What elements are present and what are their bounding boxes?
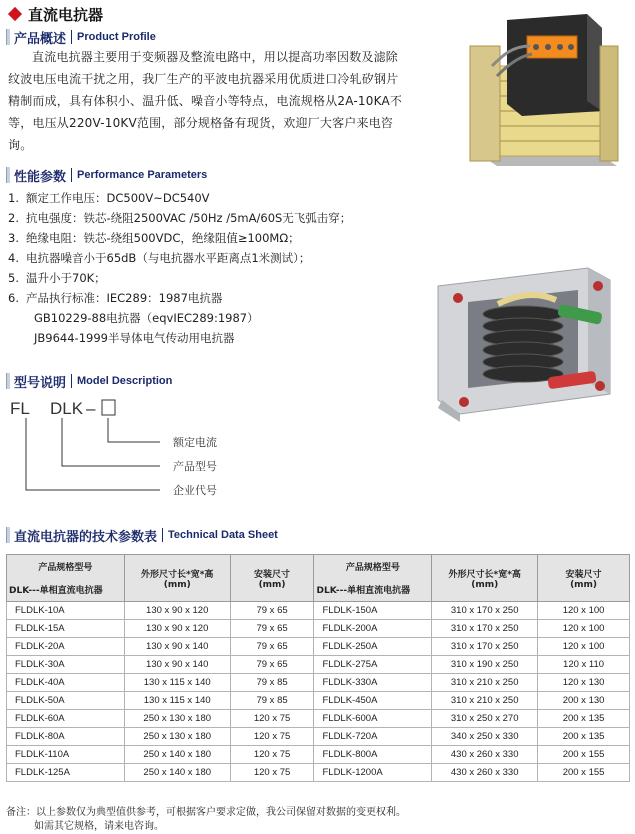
table-cell: 310 x 210 x 250 [432,674,538,692]
table-cell: FLDLK-1200A [314,764,432,782]
list-item: 6. 产品执行标准：IEC289：1987电抗器 [8,291,223,305]
table-cell: FLDLK-30A [7,656,125,674]
page-title: 直流电抗器 [28,5,104,24]
table-row [7,692,630,710]
list-item: 2. 抗电强度：铁芯-绕阻2500VAC /50Hz /5mA/60S无飞弧击穿； [8,211,352,225]
table-cell: 310 x 190 x 250 [432,656,538,674]
heading-divider [162,528,163,542]
table-cell: FLDLK-330A [314,674,432,692]
header-model: 产品规格型号 DLK---单相直流电抗器 [7,555,125,602]
table-cell: 250 x 130 x 180 [124,710,230,728]
code-dash: – [86,399,96,418]
intro-paragraph: 直流电抗器主要用于变频器及整流电路中，用以提高功率因数及滤除纹波电压电流干扰之用，我厂生产的平波电抗器采用优质进口冷轧矽钢片精制而成，具有体积小、温升低、噪音小等特点，电流规格从2A-10KA不等，电压从220V-10KV范围，部分规格备有现货，欢迎厂大客户来电咨询。 [8,50,403,152]
table-cell: 120 x 130 [538,674,630,692]
table-row [7,602,630,620]
notes [6,806,406,834]
table-row [7,656,630,674]
table-cell: 120 x 75 [230,764,314,782]
header-mount: 安装尺寸 (mm) [230,555,314,602]
header-dims: 外形尺寸长*宽*高 (mm) [124,555,230,602]
table-cell: 310 x 170 x 250 [432,638,538,656]
table-cell: 130 x 90 x 120 [124,620,230,638]
header-mount: 安装尺寸 (mm) [538,555,630,602]
table-cell: 120 x 100 [538,620,630,638]
label-company-code: 企业代号 [173,484,217,497]
section-title-en: Performance Parameters [77,169,208,181]
header-model: 产品规格型号 DLK---单相直流电抗器 [314,555,432,602]
table-cell: 310 x 210 x 250 [432,692,538,710]
section-heading-performance [6,166,207,184]
table-cell: FLDLK-600A [314,710,432,728]
table-cell: FLDLK-200A [314,620,432,638]
table-cell: FLDLK-80A [7,728,125,746]
table-cell: FLDLK-60A [7,710,125,728]
code-fl: FL [10,399,30,418]
label-product-model: 产品型号 [173,460,217,473]
section-heading-table [6,526,278,544]
table-cell: FLDLK-50A [7,692,125,710]
table-cell: 310 x 250 x 270 [432,710,538,728]
table-cell: FLDLK-125A [7,764,125,782]
table-cell: 200 x 130 [538,692,630,710]
table-cell: 120 x 75 [230,746,314,764]
table-cell: 200 x 155 [538,764,630,782]
performance-list [8,188,408,348]
table-row [7,746,630,764]
table-cell: FLDLK-450A [314,692,432,710]
heading-bar-icon [6,527,10,543]
table-cell: FLDLK-40A [7,674,125,692]
table-cell: 79 x 85 [230,674,314,692]
table-cell: 250 x 130 x 180 [124,728,230,746]
table-row [7,620,630,638]
heading-bar-icon [6,29,10,45]
note-line: 备注：以上参数仅为典型值供参考，可根据客户要求定做，我公司保留对数据的变更权利。 [6,807,406,818]
note-line: 如需其它规格，请来电咨询。 [34,821,164,832]
table-cell: 120 x 75 [230,710,314,728]
table-cell: FLDLK-250A [314,638,432,656]
table-row [7,710,630,728]
table-cell: 79 x 85 [230,692,314,710]
reactor-photo-2 [428,264,620,424]
section-heading-model [6,372,172,390]
table-cell: 120 x 100 [538,638,630,656]
table-cell: FLDLK-110A [7,746,125,764]
model-code-diagram [10,394,270,506]
code-dlk: DLK [50,399,84,418]
heading-divider [71,168,72,182]
table-cell: 340 x 250 x 330 [432,728,538,746]
table-cell: 430 x 260 x 330 [432,746,538,764]
section-title-cn: 产品概述 [14,31,67,47]
section-title-en: Model Description [77,375,173,387]
table-cell: 79 x 65 [230,620,314,638]
table-cell: 130 x 90 x 120 [124,602,230,620]
code-box-icon [102,400,115,415]
list-item-sub: GB10229-88电抗器（eqvIEC289:1987） [34,311,259,325]
section-title-cn: 性能参数 [14,169,67,185]
heading-bar-icon [6,167,10,183]
table-cell: FLDLK-150A [314,602,432,620]
header-dims: 外形尺寸长*宽*高 (mm) [432,555,538,602]
table-cell: 130 x 115 x 140 [124,692,230,710]
list-item-sub: JB9644-1999半导体电气传动用电抗器 [34,331,235,345]
table-cell: 430 x 260 x 330 [432,764,538,782]
section-title-en: Product Profile [77,31,156,43]
table-cell: 250 x 140 x 180 [124,746,230,764]
table-cell: 130 x 115 x 140 [124,674,230,692]
diamond-bullet-icon [8,7,22,21]
heading-divider [71,30,72,44]
list-item: 1. 额定工作电压：DC500V~DC540V [8,191,210,205]
list-item: 3. 绝缘电阻：铁芯-绕组500VDC，绝缘阻值≥100MΩ； [8,231,300,245]
heading-divider [71,374,72,388]
section-title-cn: 直流电抗器的技术参数表 [14,529,158,545]
reactor-photo-1 [452,6,627,174]
section-heading-profile [6,28,156,46]
section-title-cn: 型号说明 [14,375,67,391]
section-title-en: Technical Data Sheet [168,529,278,541]
table-cell: 200 x 135 [538,710,630,728]
table-cell: FLDLK-800A [314,746,432,764]
table-cell: 79 x 65 [230,656,314,674]
table-row [7,674,630,692]
table-cell: 200 x 155 [538,746,630,764]
table-cell: 200 x 135 [538,728,630,746]
table-cell: 79 x 65 [230,602,314,620]
heading-bar-icon [6,373,10,389]
table-cell: 250 x 140 x 180 [124,764,230,782]
table-row [7,638,630,656]
table-cell: 79 x 65 [230,638,314,656]
technical-data-table [6,554,630,782]
table-cell: FLDLK-275A [314,656,432,674]
table-cell: FLDLK-10A [7,602,125,620]
label-rated-current: 额定电流 [173,436,217,449]
list-item: 5. 温升小于70K； [8,271,106,285]
table-row [7,728,630,746]
table-cell: FLDLK-20A [7,638,125,656]
table-cell: 120 x 100 [538,602,630,620]
page-title-row [6,4,103,24]
table-cell: 130 x 90 x 140 [124,638,230,656]
table-cell: 310 x 170 x 250 [432,620,538,638]
table-row [7,764,630,782]
table-cell: FLDLK-720A [314,728,432,746]
table-header-row [7,555,630,602]
table-cell: 120 x 75 [230,728,314,746]
table-cell: 120 x 110 [538,656,630,674]
table-cell: 130 x 90 x 140 [124,656,230,674]
list-item: 4. 电抗器噪音小于65dB（与电抗器水平距离点1米测试）； [8,251,311,265]
table-cell: FLDLK-15A [7,620,125,638]
table-cell: 310 x 170 x 250 [432,602,538,620]
